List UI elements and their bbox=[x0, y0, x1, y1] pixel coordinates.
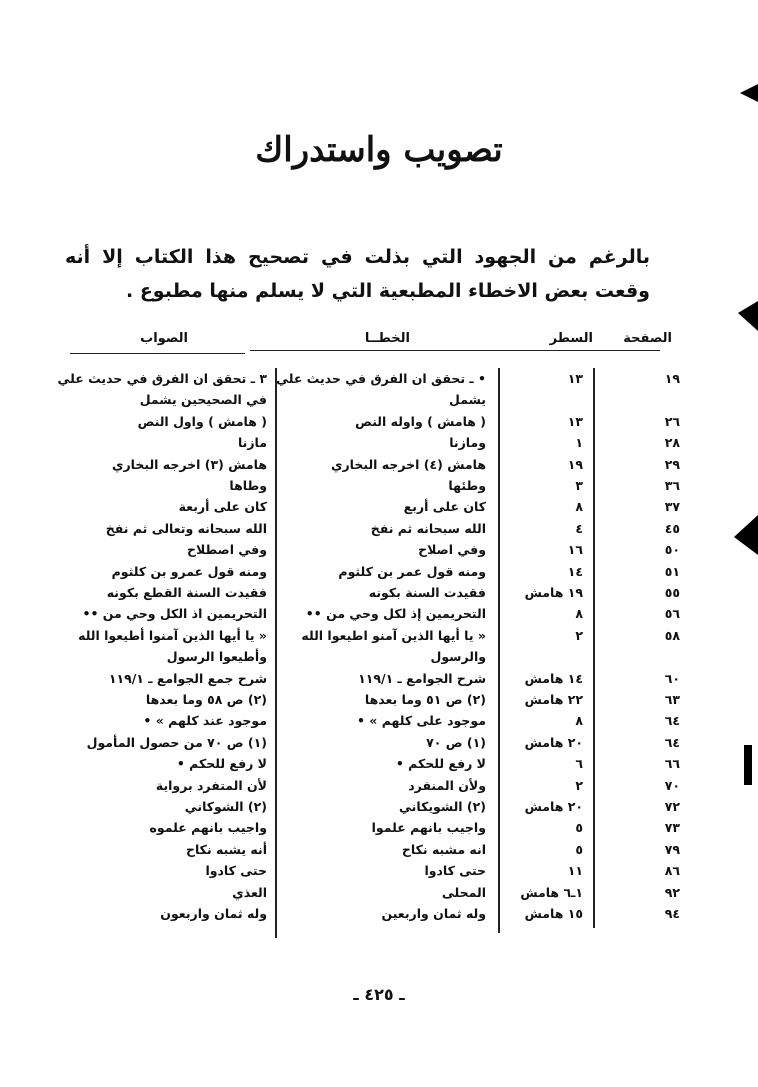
cell-correct: التحريمين اذ الكل وحي من •• bbox=[82, 606, 267, 622]
cell-correct: ومنه قول عمرو بن كلثوم bbox=[111, 563, 267, 579]
cell-line: ٢٠ هامش bbox=[524, 734, 583, 750]
cell-correct: لا رفع للحكم • bbox=[176, 756, 267, 772]
scan-edge-mark bbox=[740, 84, 758, 102]
scan-edge-mark bbox=[744, 745, 752, 785]
table-row bbox=[0, 541, 758, 563]
cell-page: ٩٤ bbox=[664, 906, 680, 921]
table-row bbox=[0, 798, 758, 820]
header-wrong: الخطــا bbox=[364, 331, 410, 346]
table-row bbox=[0, 755, 758, 777]
cell-page: ٦٠ bbox=[664, 670, 680, 686]
table-row bbox=[0, 627, 758, 649]
cell-line: ١٥ هامش bbox=[524, 906, 583, 921]
intro-paragraph: بالرغم من الجهود التي بذلت في تصحيح هذا الكتاب إلا أنه وقعت بعض الاخطاء المطبعية التي لا يسلم منها مطبوع . bbox=[65, 246, 650, 302]
cell-correct: لأن المتفرد برواية bbox=[155, 777, 267, 793]
cell-page: ٥٦ bbox=[664, 606, 680, 622]
cell-wrong: ومازنا bbox=[449, 435, 486, 451]
cell-page: ٦٤ bbox=[664, 713, 680, 729]
cell-line: ٢٢ هامش bbox=[524, 692, 583, 707]
cell-line: ٦ bbox=[575, 756, 583, 772]
cell-wrong: المحلى bbox=[441, 884, 486, 900]
cell-line: ١٦ bbox=[567, 542, 583, 558]
cell-correct: حتى كادوا bbox=[205, 863, 267, 879]
cell-line: ٥ bbox=[575, 820, 583, 836]
header-line: السطر bbox=[549, 331, 593, 346]
cell-line: ١٣ bbox=[567, 371, 583, 386]
cell-correct: (٢) الشوكاني bbox=[184, 799, 267, 814]
cell-line: ٤ bbox=[575, 520, 583, 536]
cell-line: ٢ bbox=[575, 627, 583, 643]
cell-wrong: ( هامش ) واوله النص bbox=[355, 413, 486, 429]
cell-wrong: يشمل bbox=[449, 392, 486, 408]
table-row bbox=[0, 434, 758, 456]
cell-page: ٧٠ bbox=[664, 777, 680, 793]
cell-wrong: وطئها bbox=[448, 478, 486, 493]
cell-page: ٥٠ bbox=[664, 542, 680, 558]
cell-correct: ٣ ـ تحقق ان الفرق في حديث علي bbox=[57, 371, 267, 386]
cell-line: ١١ bbox=[567, 863, 583, 879]
cell-correct: شرح جمع الجوامع ـ ١١٩/١ bbox=[108, 670, 267, 686]
cell-wrong: • ـ تحقق ان الفرق في حديث علي bbox=[276, 371, 486, 386]
cell-wrong: كان على أربع bbox=[403, 499, 486, 515]
cell-page: ٦٤ bbox=[664, 734, 680, 750]
page-title: تصويب واستدراك bbox=[255, 130, 503, 170]
table-row bbox=[0, 584, 758, 606]
cell-line: ٣ bbox=[575, 478, 583, 493]
cell-line: ٢ bbox=[575, 777, 583, 793]
cell-wrong: ولأن المنفرد bbox=[408, 777, 486, 793]
cell-correct: هامش (٣) اخرجه البخاري bbox=[112, 456, 267, 472]
cell-wrong: هامش (٤) اخرجه البخاري bbox=[331, 456, 486, 472]
cell-page: ٢٩ bbox=[664, 456, 680, 472]
table-row bbox=[0, 862, 758, 884]
cell-correct: وأطيعوا الرسول bbox=[166, 649, 267, 665]
header-page: الصفحة bbox=[623, 331, 672, 346]
table-row bbox=[0, 777, 758, 799]
page-number: ـ ٤٢٥ ـ bbox=[353, 985, 405, 1004]
cell-line: ٨ bbox=[575, 499, 583, 515]
header-rule bbox=[250, 350, 660, 351]
cell-line: ١٣ bbox=[567, 413, 583, 429]
cell-line: ١ bbox=[575, 435, 583, 451]
cell-wrong: (٢) الشويكاني bbox=[399, 799, 486, 814]
cell-page: ٢٨ bbox=[664, 435, 680, 451]
cell-correct: وفي اصطلاح bbox=[187, 542, 267, 558]
cell-correct: (٢) ص ٥٨ وما بعدها bbox=[145, 692, 267, 707]
cell-line: ٢٠ هامش bbox=[524, 799, 583, 814]
cell-wrong: (٢) ص ٥١ وما بعدها bbox=[364, 692, 486, 707]
cell-correct: وله ثمان واربعون bbox=[160, 906, 267, 921]
cell-wrong: لا رفع للحكم • bbox=[395, 756, 486, 772]
cell-wrong: « يا أيها الذين آمنو اطيعوا الله bbox=[301, 627, 486, 643]
cell-wrong: حتى كادوا bbox=[424, 863, 486, 879]
cell-wrong: والرسول bbox=[430, 649, 486, 665]
cell-line: ١٤ bbox=[567, 563, 583, 579]
cell-page: ٣٧ bbox=[664, 499, 680, 515]
table-row bbox=[0, 391, 758, 413]
cell-correct: واجيب بانهم علموه bbox=[149, 820, 267, 836]
table-row bbox=[0, 884, 758, 906]
cell-page: ٧٩ bbox=[664, 841, 680, 857]
cell-page: ١٩ bbox=[664, 371, 680, 386]
table-row bbox=[0, 712, 758, 734]
scan-edge-mark bbox=[738, 301, 758, 331]
cell-line: ٨ bbox=[575, 713, 583, 729]
cell-line: ١ـ٦ هامش bbox=[520, 884, 583, 900]
cell-wrong: ومنه قول عمر بن كلثوم bbox=[338, 563, 486, 579]
cell-wrong: وفي اصلاح bbox=[418, 542, 486, 558]
cell-page: ٩٢ bbox=[664, 884, 680, 900]
cell-page: ٢٦ bbox=[664, 413, 680, 429]
cell-wrong: فقيدت السنة بكونه bbox=[368, 585, 486, 600]
table-row bbox=[0, 498, 758, 520]
table-row bbox=[0, 520, 758, 542]
cell-correct: ( هامش ) واول النص bbox=[137, 413, 267, 429]
header-rule bbox=[70, 353, 245, 354]
table-row bbox=[0, 905, 758, 927]
cell-correct: « يا أيها الذين آمنوا أطيعوا الله bbox=[78, 627, 267, 643]
cell-wrong: شرح الجوامع ـ ١١٩/١ bbox=[358, 670, 486, 686]
cell-page: ٦٣ bbox=[664, 692, 680, 707]
cell-page: ٣٦ bbox=[664, 478, 680, 493]
header-correct: الصواب bbox=[140, 331, 188, 346]
cell-correct: في الصحيحين يشمل bbox=[139, 392, 267, 408]
cell-correct: (١) ص ٧٠ من حصول المأمول bbox=[86, 734, 267, 750]
cell-line: ٨ bbox=[575, 606, 583, 622]
cell-correct: وطاها bbox=[229, 478, 267, 493]
cell-correct: أنه يشبه نكاح bbox=[185, 841, 267, 857]
cell-line: ١٩ bbox=[567, 456, 583, 472]
cell-wrong: وله ثمان واربعين bbox=[381, 906, 486, 921]
cell-correct: كان على أربعة bbox=[178, 499, 267, 515]
cell-page: ٤٥ bbox=[664, 520, 680, 536]
cell-page: ٦٦ bbox=[664, 756, 680, 772]
cell-correct: الله سبحانه وتعالى ثم نفخ bbox=[105, 520, 267, 536]
cell-wrong: الله سبحانه ثم نفخ bbox=[370, 520, 486, 536]
cell-wrong: موجود على كلهم » • bbox=[356, 713, 486, 729]
table-row bbox=[0, 477, 758, 499]
table-row bbox=[0, 370, 758, 392]
table-row bbox=[0, 605, 758, 627]
cell-wrong: واجيب بانهم علموا bbox=[371, 820, 486, 836]
table-row bbox=[0, 819, 758, 841]
cell-correct: فقيدت السنة القطع بكونه bbox=[106, 585, 267, 600]
table-row bbox=[0, 413, 758, 435]
cell-page: ٧٢ bbox=[664, 799, 680, 814]
cell-wrong: انه مشبه نكاح bbox=[401, 841, 486, 857]
cell-page: ٥٥ bbox=[664, 585, 680, 600]
cell-correct: العذي bbox=[232, 884, 267, 900]
table-row bbox=[0, 670, 758, 692]
table-row bbox=[0, 841, 758, 863]
cell-line: ١٤ هامش bbox=[524, 670, 583, 686]
cell-page: ٥٨ bbox=[664, 627, 680, 643]
cell-correct: موجود عند كلهم » • bbox=[143, 713, 267, 729]
cell-correct: مازنا bbox=[237, 435, 267, 451]
cell-page: ٧٣ bbox=[664, 820, 680, 836]
table-row bbox=[0, 734, 758, 756]
cell-wrong: (١) ص ٧٠ bbox=[426, 734, 486, 750]
cell-page: ٨٦ bbox=[664, 863, 680, 879]
cell-wrong: التحريمين إذ لكل وحي من •• bbox=[305, 606, 486, 622]
table-row bbox=[0, 563, 758, 585]
cell-line: ٥ bbox=[575, 841, 583, 857]
table-row bbox=[0, 648, 758, 670]
cell-line: ١٩ هامش bbox=[524, 585, 583, 600]
table-row bbox=[0, 691, 758, 713]
table-row bbox=[0, 456, 758, 478]
cell-page: ٥١ bbox=[664, 563, 680, 579]
